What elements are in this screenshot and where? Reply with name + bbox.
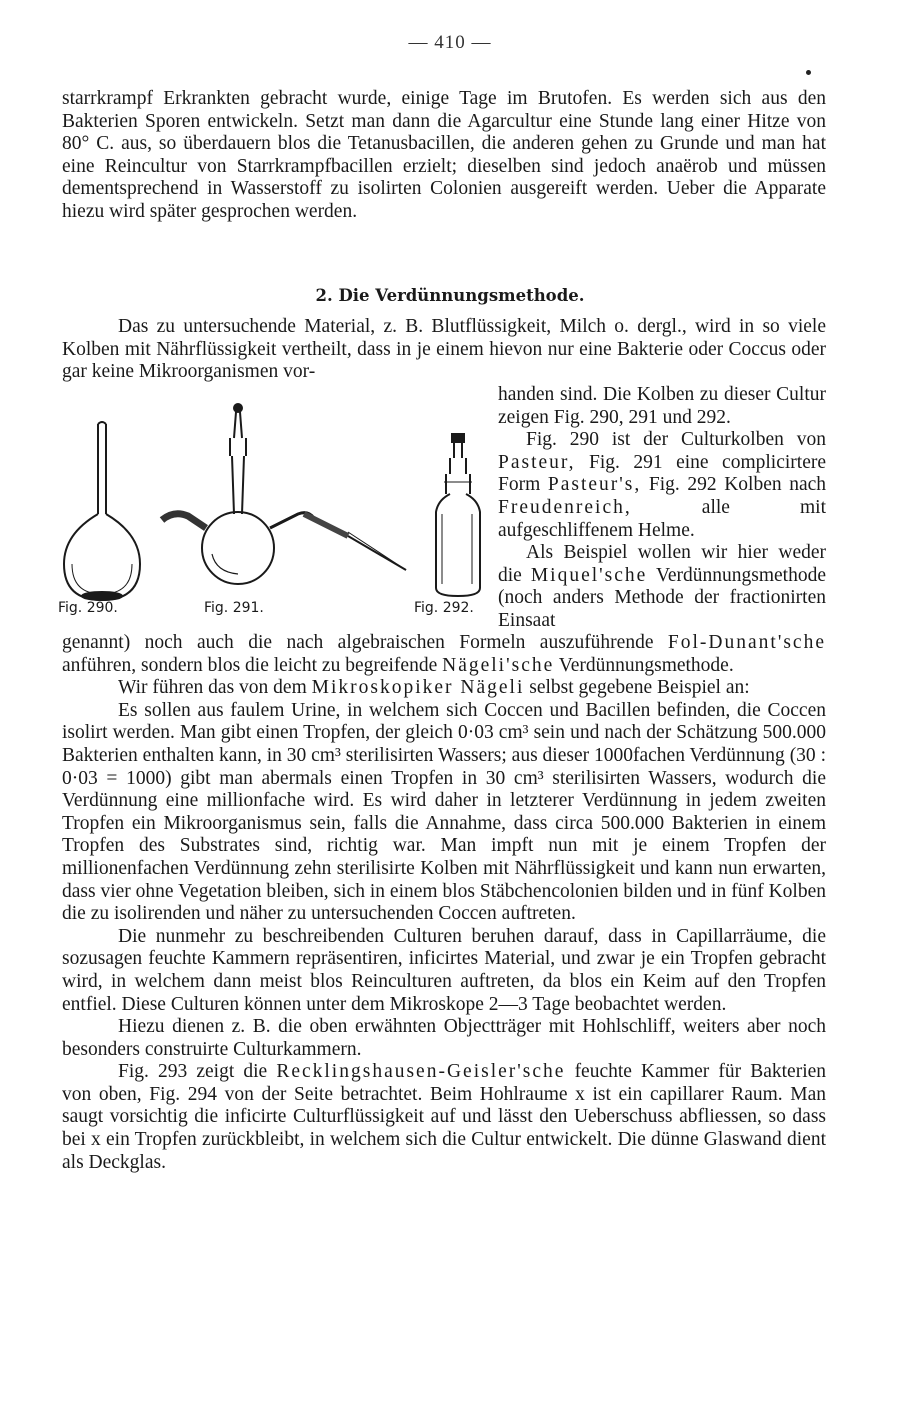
section-heading: 2. Die Verdünnungsmethode.	[315, 286, 585, 305]
name-pasteur-1: Pasteur,	[498, 451, 576, 473]
paragraph-3-b: Verdünnungsmethode (noch anders Methode der fractionirten Einsaat	[498, 564, 826, 631]
paragraph-8	[62, 1061, 826, 1174]
name-pasteur-2: Pasteur's,	[547, 474, 642, 496]
flasks-illustration	[58, 396, 494, 622]
right-column-text	[498, 384, 826, 633]
paragraph-3-a: Als Beispiel wollen wir hier weder die	[498, 542, 826, 586]
figures-290-292	[58, 396, 494, 622]
name-fol-dunant: Fol-Dunant'sche	[667, 632, 826, 653]
caption-fig-292: Fig. 292.	[414, 600, 474, 616]
paragraph-5: Es sollen aus faulem Urine, in welchem sich Coccen und Bacillen befinden, die Coccen isolirt werden. Man gibt einen Tropfen, der gleich 0·03 cm³ sein und nach der Schätzung 500.000 Bakterien enthalten kann, in 30 cm³ sterilisirten Wassers; aus dieser 1000fachen Verdünnung (30 : 0·03 = 1000) gibt man abermals einen Tropfen in 30 cm³ sterilisirten Wassers, wodurch die Verdünnung eine millionfache wird. Es wird daher in letzterer Verdünnung in jedem zweiten Tropfen ein Mikroorganismus sein, falls die Annahme, dass circa 500.000 Bakterien in einem Tropfen des Substrates sind, richtig war. Man impft nun mit je einem Tropfen der millionenfachen Verdünnung zehn sterilisirte Kolben mit Nährflüssigkeit und kann nun erwarten, dass vier ohne Vegetation bleiben, sich in einem blos Stäbchencolonien bilden und in fünf Kolben die zu isolirenden und näher zu untersuchenden Coccen auftreten.	[62, 699, 826, 925]
ink-speck	[806, 70, 811, 75]
intro-text: starrkrampf Erkrankten gebracht wurde, einige Tage im Brutofen. Es werden sich aus den Bakterien Sporen entwickeln. Setzt man dann die Agarcultur eine Stunde lang einer Hitze von 80° C. aus, so überdauern blos die Tetanusbacillen, die anderen gehen zu Grunde und man hat eine Reincultur von Starrkrampfbacillen erzielt; dieselben sind jedoch anaërob und müssen dementsprechend in Wasserstoff zu isolirten Colonien ausgereift werden. Ueber die Apparate hiezu wird später gesprochen werden.	[62, 88, 826, 222]
paragraph-3-cont-c: Verdünnungsmethode.	[558, 654, 734, 676]
name-recklingshausen-geisler: Recklingshausen-Geisler'sche	[276, 1061, 566, 1083]
name-mikroskopiker-naegeli: Mikroskopiker Nägeli	[311, 677, 525, 699]
page-number: — 410 —	[408, 32, 492, 53]
paragraph-3-end	[62, 632, 826, 677]
paragraph-3-cont-b: anführen, sondern blos die leicht zu begreifende	[62, 654, 438, 676]
caption-fig-291: Fig. 291.	[204, 600, 264, 616]
flask-292-drawing	[436, 434, 480, 596]
caption-fig-290: Fig. 290.	[58, 600, 118, 616]
paragraph-6: Die nunmehr zu beschreibenden Culturen beruhen darauf, dass in Capillarräume, die sozusagen feuchte Kammern repräsentiren, inficirtes Material, und zwar je ein Tropfen gebracht wird, in welchem dann meist blos Reinculturen auftreten, da blos ein Keim auf den Tropfen entfiel. Diese Culturen können unter dem Mikroskope 2—3 Tage beobachtet werden.	[62, 925, 826, 1015]
paragraph-2-b: Fig. 291 eine complicirtere Form	[498, 451, 826, 496]
flask-290-drawing	[64, 422, 140, 600]
paragraph-3-cont-a: genannt) noch auch die nach algebraischen Formeln auszuführende	[62, 632, 654, 653]
intro-paragraph	[62, 88, 826, 224]
paragraph-4-a: Wir führen das von dem	[118, 677, 307, 699]
paragraph-3-start	[498, 542, 826, 632]
paragraph-1-text: Das zu untersuchende Material, z. B. Blutflüssigkeit, Milch o. dergl., wird in so viele Kolben mit Nährflüssigkeit vertheilt, dass in je einem hievon nur eine Bakterie oder Coccus oder gar keine Mikroorganismen vor-	[62, 316, 826, 383]
name-freudenreich: Freudenreich,	[498, 496, 632, 518]
paragraph-2-d: alle mit aufgeschliffenem Helme.	[498, 496, 826, 541]
paragraph-7: Hiezu dienen z. B. die oben erwähnten Objectträger mit Hohlschliff, weiters aber noch besonders construirte Culturkammern.	[62, 1016, 826, 1060]
paragraph-1-continued: handen sind. Die Kolben zu dieser Cultur zeigen Fig. 290, 291 und 292.	[498, 384, 826, 428]
name-naegeli: Nägeli'sche	[442, 654, 555, 676]
paragraph-8-a: Fig. 293 zeigt die	[118, 1061, 268, 1083]
flask-291-drawing	[162, 404, 406, 584]
paragraph-8-b: feuchte Kammer für Bakterien von oben, Fig. 294 von der Seite betrachtet. Beim Hohlraume x ist ein capillarer Raum. Man saugt vorsichtig die inficirte Culturflüssigkeit auf und lässt den Ueberschuss abfliessen, so dass bei x ein Tropfen zurückbleibt, in welchem sich die Cultur entwickelt. Die dünne Glaswand dient als Deckglas.	[62, 1061, 827, 1173]
paragraph-4-b: selbst gegebene Beispiel an:	[529, 677, 750, 699]
paragraph-2-c: Fig. 292 Kolben nach	[648, 474, 827, 496]
paragraph-2	[498, 429, 826, 542]
name-miquel: Miquel'sche	[530, 564, 648, 586]
paragraph-1-full	[62, 316, 826, 384]
paragraph-4	[62, 677, 826, 700]
paragraph-2-a: Fig. 290 ist der Culturkolben von	[526, 429, 826, 451]
main-body	[62, 632, 826, 1174]
